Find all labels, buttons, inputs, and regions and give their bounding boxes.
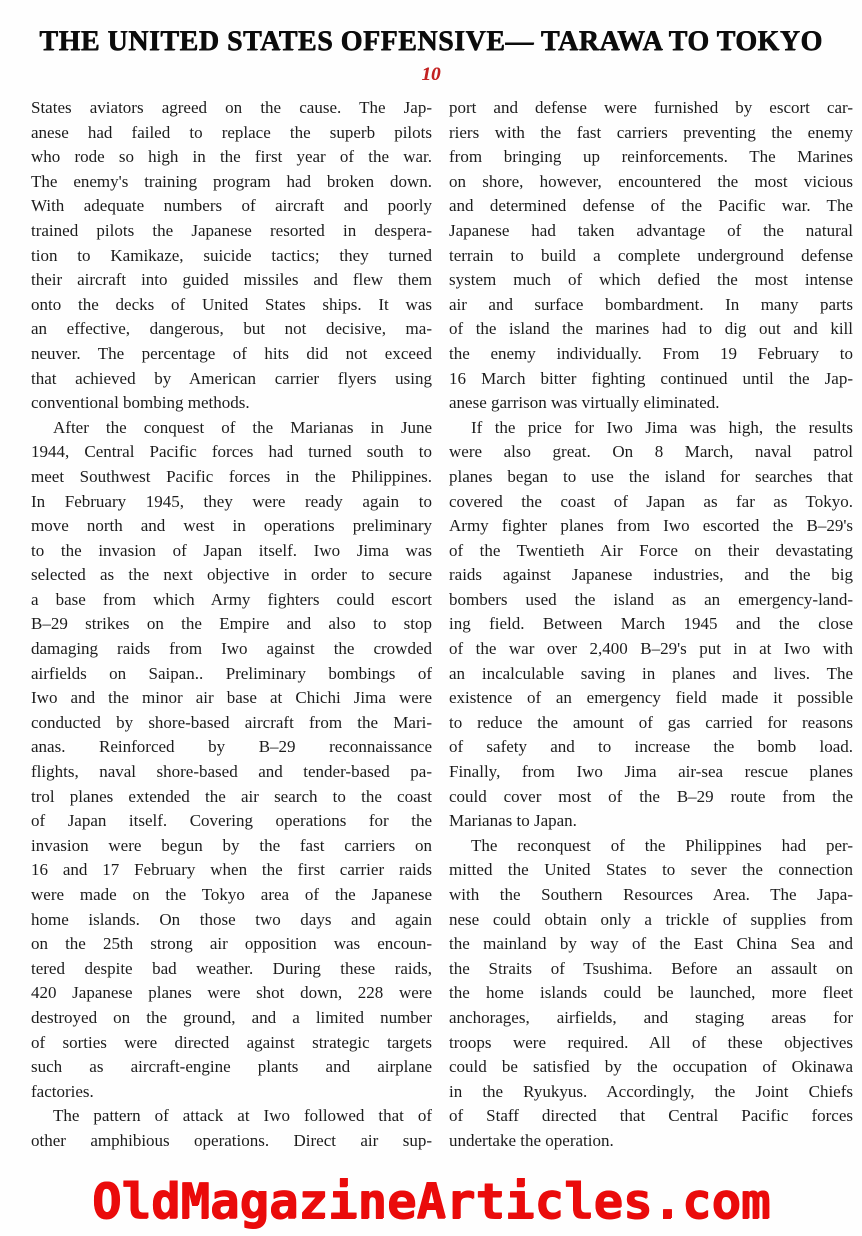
text-line: States aviators agreed on the cause. The Jap- — [31, 98, 432, 117]
text-line: damaging raids from Iwo against the crowded — [31, 639, 432, 659]
text-line: conducted by shore-based aircraft from the Mari- — [31, 712, 432, 732]
text-line: anchorages, airfields, and staging areas for — [449, 1007, 853, 1027]
text-line: Finally, from Iwo Jima air-sea rescue planes — [449, 762, 853, 782]
text-line: After the conquest of the Marianas in June — [53, 417, 432, 437]
text-line: trol planes extended the air search to the coast — [31, 786, 432, 806]
text-line: With adequate numbers of aircraft and poorly — [31, 196, 432, 216]
text-line: 420 Japanese planes were shot down, 228 were — [31, 983, 432, 1003]
text-line: troops were required. All of these objectives — [449, 1032, 853, 1052]
text-line: anese garrison was virtually eliminated. — [449, 393, 720, 413]
text-line: with the Southern Resources Area. The Japa- — [449, 885, 853, 904]
text-line: In February 1945, they were ready again to — [31, 491, 432, 511]
text-line: undertake the operation. — [449, 1130, 614, 1150]
text-line: of Staff directed that Central Pacific forces — [449, 1106, 853, 1126]
text-line: other amphibious operations. Direct air sup- — [31, 1130, 432, 1150]
text-line: the enemy individually. From 19 February to — [449, 343, 853, 363]
text-line: on shore, however, encountered the most vicious — [449, 171, 853, 191]
text-line: riers with the fast carriers preventing the enemy — [449, 122, 853, 142]
text-line: in the Ryukyus. Accordingly, the Joint Chiefs — [449, 1081, 853, 1101]
text-line: flights, naval shore-based and tender-based pa- — [31, 762, 432, 782]
text-line: of sorties were directed against strategic targets — [31, 1032, 432, 1052]
text-line: existence of an emergency field made it possible — [449, 688, 853, 708]
text-line: Marianas to Japan. — [449, 811, 577, 831]
text-line: an incalculable saving in planes and lives. The — [449, 663, 853, 683]
text-line: onto the decks of United States ships. It was — [31, 294, 432, 314]
text-line: could cover most of the B–29 route from the — [449, 786, 853, 806]
text-line: conventional bombing methods. — [31, 393, 250, 413]
text-line: such as aircraft-engine plants and airplane — [31, 1057, 432, 1077]
text-line: The reconquest of the Philippines had per- — [471, 835, 853, 855]
text-line: the Straits of Tsushima. Before an assault on — [449, 958, 853, 978]
page-title: THE UNITED STATES OFFENSIVE— TARAWA TO TOKYO — [39, 26, 823, 57]
page-header — [0, 0, 862, 86]
text-line: meet Southwest Pacific forces in the Philippines. — [31, 466, 432, 486]
text-line: selected as the next objective in order to secure — [31, 565, 432, 585]
paragraph — [31, 416, 432, 1105]
paragraph — [449, 416, 853, 834]
text-line: of the Twentieth Air Force on their devastating — [449, 540, 853, 560]
text-line: 1944, Central Pacific forces had turned south to — [31, 442, 432, 462]
text-line: raids against Japanese industries, and the big — [449, 565, 853, 585]
text-line: nese could obtain only a trickle of supplies from — [449, 909, 853, 929]
text-line: to the invasion of Japan itself. Iwo Jima was — [31, 540, 432, 560]
text-line: Army fighter planes from Iwo escorted the B–29's — [449, 516, 853, 536]
text-line: B–29 strikes on the Empire and also to stop — [31, 614, 432, 634]
text-line: neuver. The percentage of hits did not exceed — [31, 343, 432, 363]
column-right — [449, 96, 853, 1154]
paragraph — [449, 834, 853, 1154]
text-line: anese had failed to replace the superb pilots — [31, 122, 432, 142]
text-line: trained pilots the Japanese resorted in despera- — [31, 220, 432, 240]
text-line: of the island the marines had to dig out and kill — [449, 319, 853, 339]
text-line: could be satisfied by the occupation of Okinawa — [449, 1057, 853, 1077]
text-line: The pattern of attack at Iwo followed that of — [53, 1106, 432, 1126]
text-line: their aircraft into guided missiles and flew them — [31, 270, 432, 290]
text-line: ing field. Between March 1945 and the close — [449, 614, 853, 634]
text-line: system much of which defied the most intense — [449, 270, 853, 290]
text-line: factories. — [31, 1081, 94, 1101]
text-line: move north and west in operations preliminary — [31, 516, 432, 536]
text-line: a base from which Army fighters could escort — [31, 589, 432, 609]
article-body — [0, 86, 862, 1154]
page-number: 10 — [421, 64, 441, 85]
paragraph — [31, 96, 432, 416]
text-line: were also great. On 8 March, naval patrol — [449, 442, 853, 462]
text-line: mitted the United States to sever the connection — [449, 860, 853, 880]
text-line: from bringing up reinforcements. The Marines — [449, 147, 853, 167]
text-line: the home islands could be launched, more fleet — [449, 983, 853, 1003]
text-line: anas. Reinforced by B–29 reconnaissance — [31, 737, 432, 757]
text-line: The enemy's training program had broken down. — [31, 171, 432, 191]
text-line: of safety and to increase the bomb load. — [449, 737, 853, 757]
text-line: to reduce the amount of gas carried for reasons — [449, 712, 853, 732]
paragraph — [449, 96, 853, 416]
text-line: planes began to use the island for searches that — [449, 466, 853, 486]
text-line: invasion were begun by the fast carriers on — [31, 835, 432, 855]
watermark: OldMagazineArticles.com — [91, 1173, 771, 1230]
text-line: Japanese had taken advantage of the natural — [449, 220, 853, 240]
text-line: that achieved by American carrier flyers using — [31, 368, 432, 388]
text-line: of the war over 2,400 B–29's put in at Iwo with — [449, 639, 853, 659]
text-line: 16 and 17 February when the first carrier raids — [31, 860, 432, 880]
text-line: terrain to build a complete underground defense — [449, 245, 853, 265]
text-line: destroyed on the ground, and a limited number — [31, 1007, 432, 1027]
text-line: of Japan itself. Covering operations for the — [31, 811, 432, 831]
text-line: covered the coast of Japan as far as Tokyo. — [449, 491, 853, 511]
text-line: who rode so high in the first year of the war. — [31, 147, 432, 167]
text-line: Iwo and the minor air base at Chichi Jima were — [31, 688, 432, 708]
text-line: the mainland by way of the East China Sea and — [449, 934, 853, 954]
text-line: an effective, dangerous, but not decisive, ma- — [31, 319, 432, 339]
text-line: home islands. On those two days and again — [31, 909, 432, 929]
column-left — [31, 96, 432, 1154]
text-line: bombers used the island as an emergency-land- — [449, 589, 853, 609]
text-line: air and surface bombardment. In many parts — [449, 294, 853, 314]
text-line: and determined defense of the Pacific war. The — [449, 196, 853, 216]
text-line: on the 25th strong air opposition was encoun- — [31, 934, 432, 954]
text-line: tered despite bad weather. During these raids, — [31, 958, 432, 978]
text-line: were made on the Tokyo area of the Japanese — [31, 885, 432, 904]
text-line: port and defense were furnished by escort car- — [449, 98, 853, 117]
text-line: airfields on Saipan.. Preliminary bombings of — [31, 663, 432, 683]
text-line: If the price for Iwo Jima was high, the results — [471, 417, 853, 437]
text-line: 16 March bitter fighting continued until the Jap- — [449, 368, 853, 388]
paragraph — [31, 1104, 432, 1153]
text-line: tion to Kamikaze, suicide tactics; they turned — [31, 245, 432, 265]
